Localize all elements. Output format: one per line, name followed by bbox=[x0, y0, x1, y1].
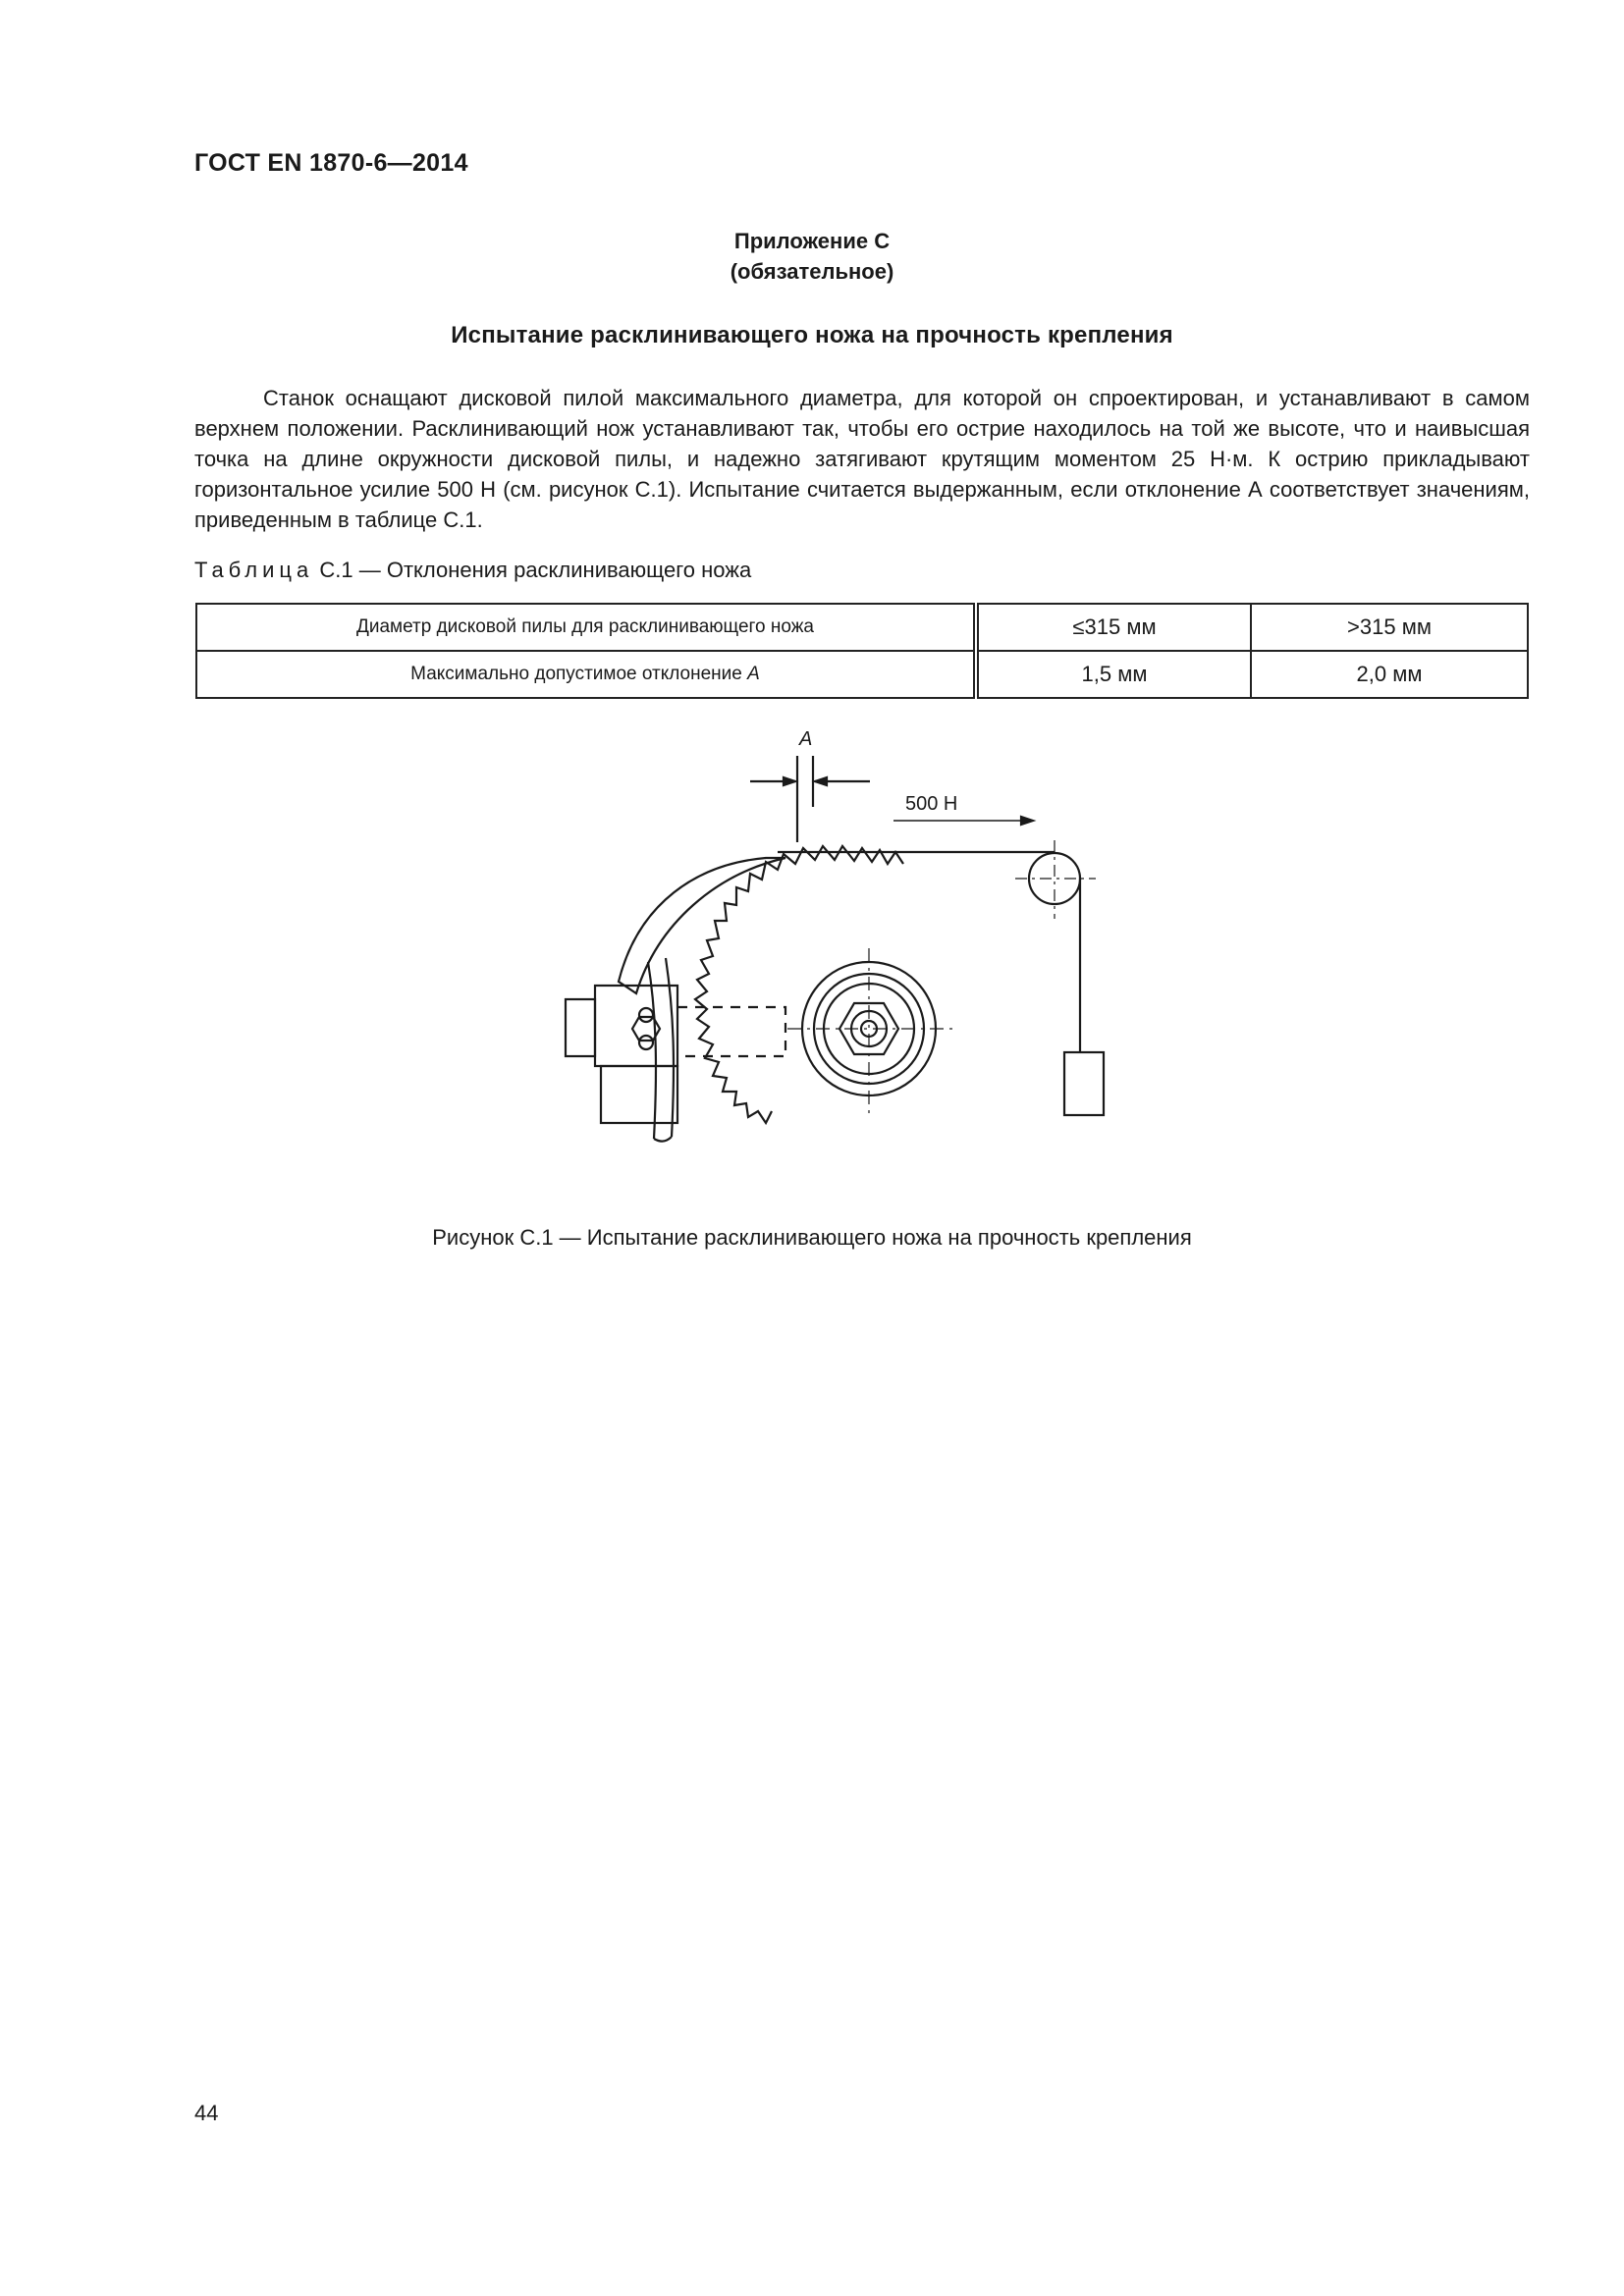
body-paragraph: Станок оснащают дисковой пилой максимального диаметра, для которой он спроектирован, и устанавливают в самом верхнем положении. Расклинивающий нож устанавливают так, чтобы его острие находилось на той же высоте, что и наивысшая точка на длине окружности дисковой пилы, и надежно затягивают крутящим моментом 25 Н·м. К острию прикладывают горизонтальное усилие 500 Н (см. рисунок С.1). Испытание считается выдержанным, если отклонение А соответствует значениям, приведенным в таблице С.1. bbox=[194, 386, 1530, 532]
table-cell-label-text: Максимально допустимое отклонение bbox=[410, 664, 748, 684]
table-cell-value: 2,0 мм bbox=[1251, 651, 1528, 698]
clamp-lower-block bbox=[601, 1066, 677, 1123]
deviation-label: A bbox=[799, 728, 813, 750]
force-label: 500 Н bbox=[905, 793, 958, 815]
arrowhead-icon bbox=[815, 777, 827, 785]
table-caption-prefix: Таблица bbox=[194, 558, 314, 582]
clamp-bolt-top bbox=[639, 1008, 653, 1022]
clamp-bolt-bottom bbox=[639, 1036, 653, 1049]
section-title: Испытание расклинивающего ножа на прочность крепления bbox=[451, 322, 1173, 348]
table-cell-value: >315 мм bbox=[1251, 604, 1528, 651]
appendix-title: Приложение С bbox=[733, 229, 891, 253]
arrowhead-icon bbox=[784, 777, 795, 785]
table-row bbox=[196, 651, 1528, 698]
arrowhead-icon bbox=[1021, 817, 1033, 825]
table-cell-value: ≤315 мм bbox=[976, 604, 1251, 651]
riving-knife-test-figure bbox=[550, 726, 1178, 1183]
test-weight bbox=[1064, 1052, 1104, 1115]
clamp-left-block bbox=[566, 999, 595, 1056]
table-cell-label: Диаметр дисковой пилы для расклинивающего ножа bbox=[196, 604, 976, 651]
document-header: ГОСТ EN 1870-6—2014 bbox=[194, 149, 468, 177]
figure-caption: Рисунок С.1 — Испытание расклинивающего ножа на прочность крепления bbox=[432, 1225, 1192, 1250]
page-number: 44 bbox=[194, 2101, 219, 2125]
table-cell-label bbox=[196, 651, 976, 698]
knife-slot-end bbox=[654, 1137, 672, 1142]
table-cell-label-symbol: A bbox=[747, 664, 760, 684]
table-row bbox=[196, 604, 1528, 651]
table-caption bbox=[194, 558, 751, 583]
knife-slot-outer bbox=[648, 962, 656, 1139]
table-caption-text: С.1 — Отклонения расклинивающего ножа bbox=[319, 558, 752, 582]
deviation-table bbox=[195, 603, 1529, 699]
figure-drawing bbox=[550, 726, 1178, 1178]
table-cell-value: 1,5 мм bbox=[976, 651, 1251, 698]
arbor-bracket-dashed bbox=[677, 1007, 785, 1056]
body-text bbox=[194, 383, 1530, 535]
clamp-body bbox=[595, 986, 677, 1066]
appendix-status: (обязательное) bbox=[730, 259, 894, 284]
